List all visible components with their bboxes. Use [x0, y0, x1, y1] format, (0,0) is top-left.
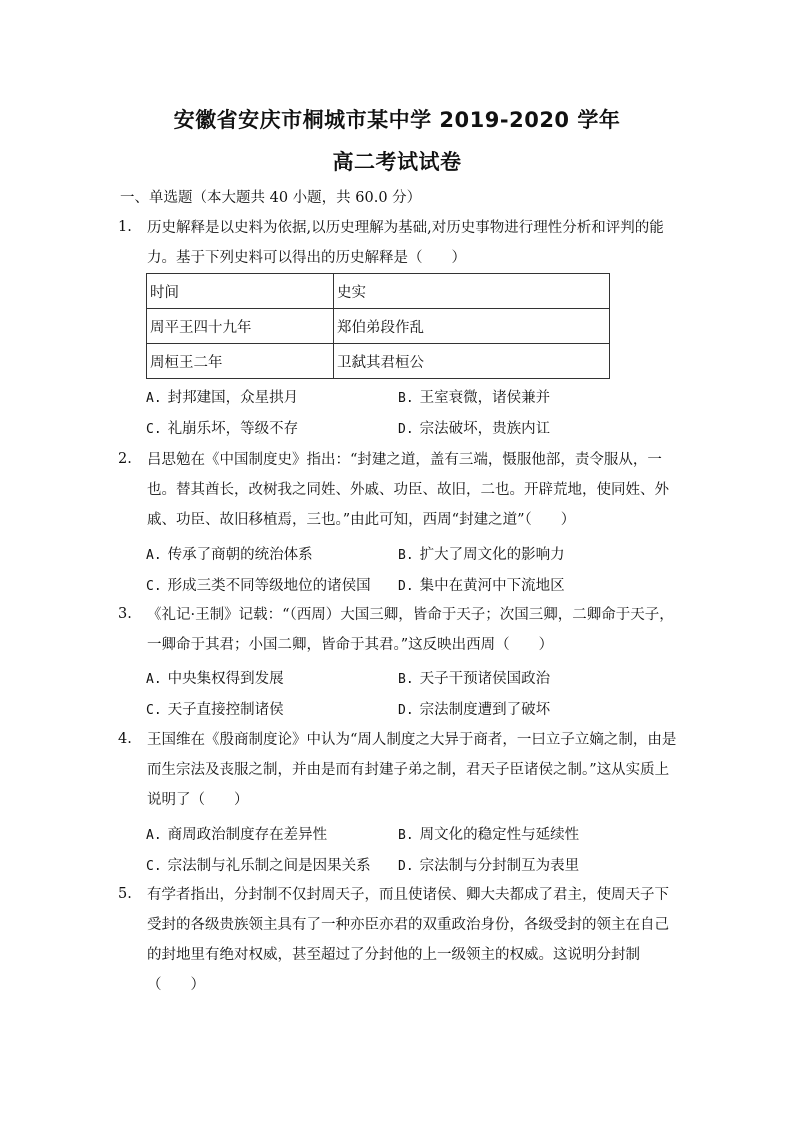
- option-c[interactable]: [146, 698, 284, 719]
- table-cell: 周桓王二年: [147, 344, 334, 379]
- option-letter: D.: [398, 703, 414, 718]
- question-number: 5.: [118, 886, 132, 902]
- option-letter: D.: [398, 579, 414, 594]
- option-a[interactable]: [146, 823, 327, 844]
- option-letter: C.: [146, 859, 162, 874]
- option-text: 天子直接控制诸侯: [167, 702, 284, 718]
- question-stem: 有学者指出，分封制不仅封周天子，而且使诸侯、卿大夫都成了君主，使周天子下受封的各级贵族领主具有了一种亦臣亦君的双重政治身份，各级受封的领主在自己的封地里有绝对权威，甚至超过了分封他的上一级领主的权威。这说明分封制（ ）: [147, 887, 669, 993]
- option-c[interactable]: [146, 417, 298, 438]
- option-text: 天子干预诸侯国政治: [419, 671, 551, 687]
- option-b[interactable]: [398, 667, 550, 688]
- option-text: 扩大了周文化的影响力: [419, 547, 565, 563]
- option-a[interactable]: [146, 667, 284, 688]
- question-5: [118, 880, 680, 1000]
- option-letter: C.: [146, 579, 162, 594]
- option-b[interactable]: [398, 823, 579, 844]
- table-header-fact: 史实: [334, 274, 610, 309]
- option-d[interactable]: [398, 574, 565, 595]
- option-text: 集中在黄河中下流地区: [419, 578, 565, 594]
- option-letter: D.: [398, 422, 414, 437]
- question-number: 1.: [118, 219, 132, 235]
- question-2: [118, 445, 680, 535]
- option-letter: C.: [146, 703, 162, 718]
- option-text: 宗法制度遭到了破坏: [419, 702, 551, 718]
- option-text: 商周政治制度存在差异性: [167, 827, 328, 843]
- question-3: [118, 600, 680, 660]
- option-text: 礼崩乐坏，等级不存: [167, 421, 299, 437]
- question-4: [118, 725, 680, 815]
- option-letter: D.: [398, 859, 414, 874]
- option-letter: B.: [398, 672, 414, 687]
- option-text: 宗法破坏，贵族内讧: [419, 421, 551, 437]
- question-stem: 王国维在《殷商制度论》中认为“周人制度之大异于商者，一曰立子立嫡之制，由是而生宗法及丧服之制，并由是而有封建子弟之制，君天子臣诸侯之制。”这从实质上说明了（ ）: [147, 732, 677, 808]
- table-cell: 郑伯弟段作乱: [334, 309, 610, 344]
- question-number: 3.: [118, 606, 132, 622]
- question-stem: 《礼记·王制》记载：“（西周）大国三卿，皆命于天子；次国三卿，二卿命于天子，一卿命于其君；小国二卿，皆命于其君。”这反映出西周（ ）: [147, 607, 674, 653]
- table-header-time: 时间: [147, 274, 334, 309]
- option-letter: C.: [146, 422, 162, 437]
- option-text: 形成三类不同等级地位的诸侯国: [167, 578, 371, 594]
- option-d[interactable]: [398, 854, 579, 875]
- history-table: [146, 273, 610, 379]
- option-text: 中央集权得到发展: [167, 671, 284, 687]
- option-letter: B.: [398, 548, 414, 563]
- option-text: 宗法制与礼乐制之间是因果关系: [167, 858, 371, 874]
- option-b[interactable]: [398, 386, 550, 407]
- option-text: 宗法制与分封制互为表里: [419, 858, 580, 874]
- option-letter: A.: [146, 548, 162, 563]
- table-cell: 卫弑其君桓公: [334, 344, 610, 379]
- table-cell: 周平王四十九年: [147, 309, 334, 344]
- option-text: 周文化的稳定性与延续性: [419, 827, 580, 843]
- option-a[interactable]: [146, 543, 313, 564]
- table-header-row: [147, 274, 610, 309]
- option-text: 传承了商朝的统治体系: [167, 547, 313, 563]
- question-stem: 历史解释是以史料为依据,以历史理解为基础,对历史事物进行理性分析和评判的能力。基于下列史料可以得出的历史解释是（ ）: [147, 220, 664, 266]
- question-stem: 吕思勉在《中国制度史》指出：“封建之道，盖有三端，慑服他部，责令服从，一也。替其酋长，改树我之同姓、外戚、功臣、故旧，二也。开辟荒地，使同姓、外戚、功臣、故旧移植焉，三也。”由此可知，西周“封建之道”（ ）: [147, 452, 669, 528]
- question-number: 4.: [118, 731, 132, 747]
- exam-title: 安徽省安庆市桐城市某中学 2019-2020 学年: [173, 108, 621, 132]
- option-text: 王室衰微，诸侯兼并: [419, 390, 551, 406]
- option-text: 封邦建国，众星拱月: [167, 390, 299, 406]
- option-letter: A.: [146, 391, 162, 406]
- option-b[interactable]: [398, 543, 565, 564]
- option-c[interactable]: [146, 574, 371, 595]
- option-d[interactable]: [398, 417, 550, 438]
- table-row: [147, 309, 610, 344]
- option-letter: A.: [146, 828, 162, 843]
- option-letter: B.: [398, 391, 414, 406]
- question-1: [118, 213, 680, 273]
- section-heading: 一、单选题（本大题共 40 小题，共 60.0 分）: [120, 190, 422, 206]
- table-row: [147, 344, 610, 379]
- option-letter: B.: [398, 828, 414, 843]
- option-d[interactable]: [398, 698, 550, 719]
- option-a[interactable]: [146, 386, 298, 407]
- question-number: 2.: [118, 451, 132, 467]
- option-letter: A.: [146, 672, 162, 687]
- exam-subtitle: 高二考试试卷: [332, 150, 462, 174]
- option-c[interactable]: [146, 854, 371, 875]
